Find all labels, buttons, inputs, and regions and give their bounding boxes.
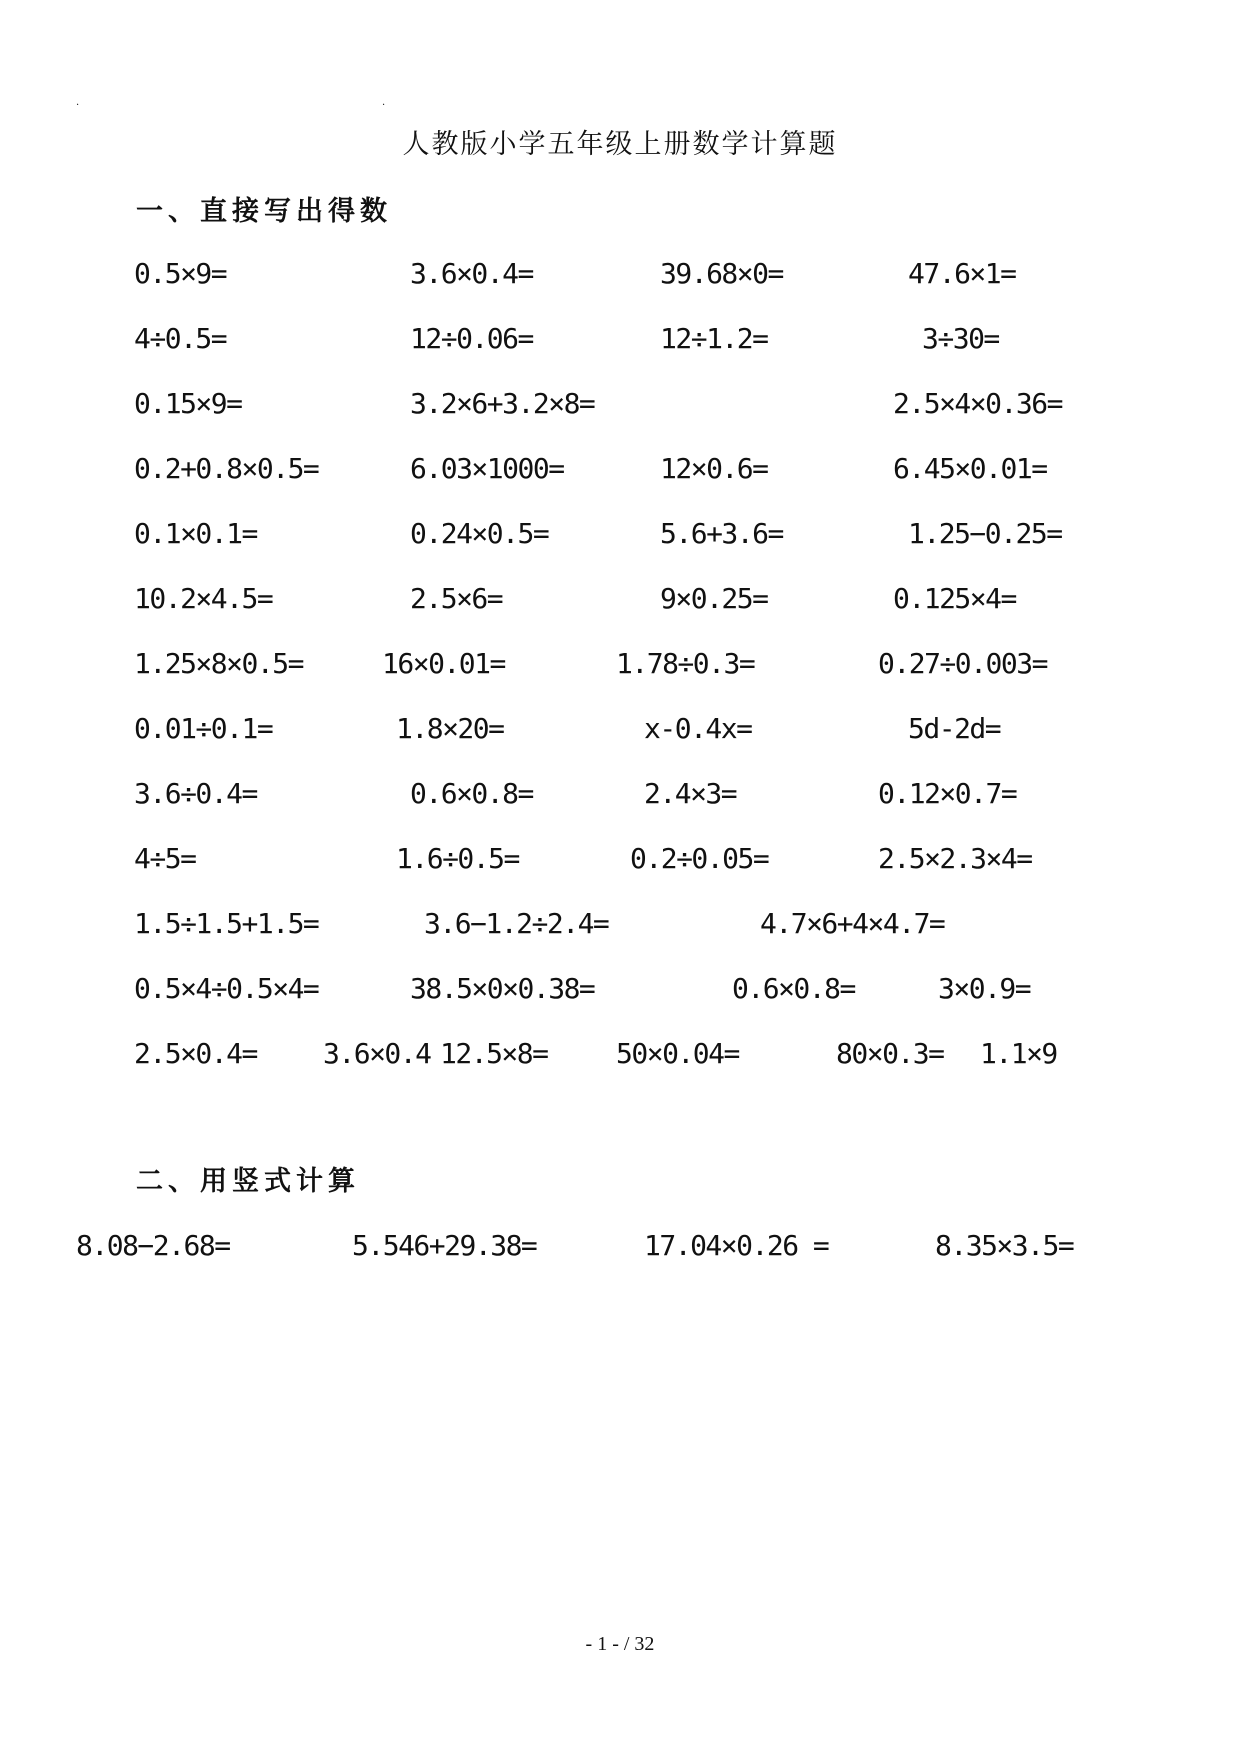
exercise-item: 3.6×0.4 — [323, 1037, 431, 1070]
exercise-item: 38.5×0×0.38= — [410, 972, 595, 1005]
section-heading-direct-answers: 一、直接写出得数 — [136, 196, 392, 227]
exercise-item: 12.5×8= — [440, 1037, 548, 1070]
exercise-item: 12×0.6= — [660, 452, 768, 485]
exercise-item: 1.5÷1.5+1.5= — [134, 907, 319, 940]
vertical-calc-item: 5.546+29.38= — [352, 1229, 537, 1262]
exercise-item: 0.27÷0.003= — [878, 647, 1047, 680]
page-title: 人教版小学五年级上册数学计算题 — [402, 129, 838, 160]
exercise-item: 4.7×6+4×4.7= — [760, 907, 945, 940]
exercise-item: 2.5×6= — [410, 582, 503, 615]
exercise-item: 0.5×9= — [134, 257, 227, 290]
exercise-item: 6.45×0.01= — [893, 452, 1047, 485]
exercise-item: 3.2×6+3.2×8= — [410, 387, 595, 420]
exercise-item: 0.6×0.8= — [732, 972, 855, 1005]
exercise-item: 0.01÷0.1= — [134, 712, 273, 745]
exercise-item: 39.68×0= — [660, 257, 783, 290]
exercise-item: 2.5×4×0.36= — [893, 387, 1062, 420]
exercise-item: 0.24×0.5= — [410, 517, 549, 550]
exercise-item: 6.03×1000= — [410, 452, 564, 485]
exercise-item: 2.4×3= — [644, 777, 737, 810]
exercise-item: 0.1×0.1= — [134, 517, 257, 550]
exercise-item: 3÷30= — [922, 322, 999, 355]
exercise-item: 3.6−1.2÷2.4= — [424, 907, 609, 940]
exercise-item: 1.6÷0.5= — [396, 842, 519, 875]
exercise-item: 1.25−0.25= — [908, 517, 1062, 550]
exercise-item: 16×0.01= — [382, 647, 505, 680]
vertical-calc-item: 8.35×3.5= — [935, 1229, 1074, 1262]
section-heading-vertical-calculation: 二、用竖式计算 — [136, 1166, 360, 1197]
exercise-item: 1.78÷0.3= — [616, 647, 755, 680]
exercise-item: 10.2×4.5= — [134, 582, 273, 615]
exercise-item: 0.12×0.7= — [878, 777, 1017, 810]
exercise-item: 0.6×0.8= — [410, 777, 533, 810]
exercise-item: 0.5×4÷0.5×4= — [134, 972, 319, 1005]
exercise-item: 0.2÷0.05= — [630, 842, 769, 875]
exercise-item: 5d-2d= — [908, 712, 1001, 745]
exercise-item: 50×0.04= — [616, 1037, 739, 1070]
page-number: - 1 - / 32 — [585, 1633, 655, 1655]
exercise-item: 3.6÷0.4= — [134, 777, 257, 810]
exercise-item: 1.8×20= — [396, 712, 504, 745]
exercise-item: 4÷5= — [134, 842, 196, 875]
exercise-item: 12÷1.2= — [660, 322, 768, 355]
exercise-item: 47.6×1= — [908, 257, 1016, 290]
exercise-item: 2.5×0.4= — [134, 1037, 257, 1070]
vertical-calc-item: 17.04×0.26 = — [644, 1229, 829, 1262]
exercise-item: 1.25×8×0.5= — [134, 647, 303, 680]
exercise-item: 5.6+3.6= — [660, 517, 783, 550]
exercise-item: 3.6×0.4= — [410, 257, 533, 290]
exercise-item: 3×0.9= — [938, 972, 1031, 1005]
exercise-item: 2.5×2.3×4= — [878, 842, 1032, 875]
exercise-item: x-0.4x= — [644, 712, 752, 745]
exercise-item: 1.1×9 — [980, 1037, 1057, 1070]
exercise-item: 4÷0.5= — [134, 322, 227, 355]
header-mark: . — [76, 97, 80, 108]
exercise-item: 0.15×9= — [134, 387, 242, 420]
exercise-item: 80×0.3= — [836, 1037, 944, 1070]
exercise-item: 0.125×4= — [893, 582, 1016, 615]
exercise-item: 0.2+0.8×0.5= — [134, 452, 319, 485]
exercise-item: 12÷0.06= — [410, 322, 533, 355]
header-mark: . — [382, 97, 386, 108]
exercise-item: 9×0.25= — [660, 582, 768, 615]
vertical-calc-item: 8.08−2.68= — [76, 1229, 230, 1262]
